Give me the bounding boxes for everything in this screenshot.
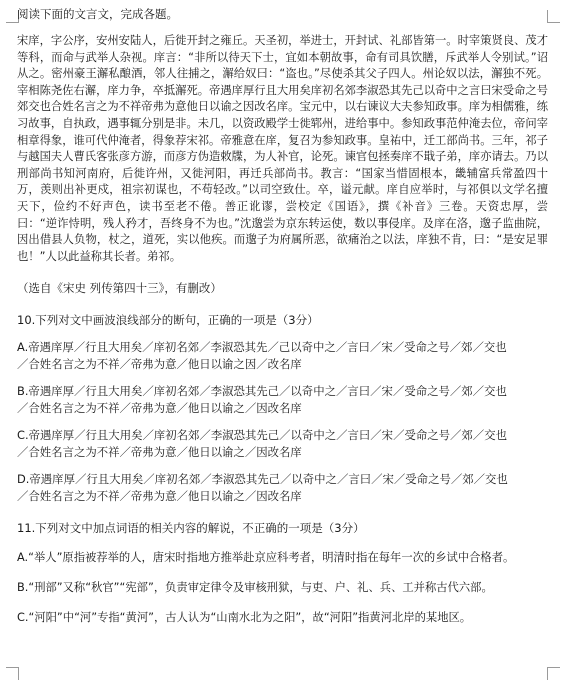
option-d-line-1: D.帝遇庠厚／行且大用矣／庠初名郊／李淑恐其先己／以奇中之／言曰／宋／受命之号／郊／交也	[17, 472, 508, 487]
question-11-option-b[interactable]: B.“刑部”又称“秋官”“宪部”，负责审定律令及审核刑狱，与吏、户、礼、兵、工并称古代六部。	[17, 581, 493, 595]
reading-instruction: 阅读下面的文言文，完成各题。	[17, 7, 178, 21]
option-d-line-2: ／合姓名言之为不祥／帝弗为意／他日以谕之／因改名庠	[17, 489, 302, 504]
option-a-line-2: ／合姓名言之为不祥／帝弗为意／他日以谕之因／改名庠	[17, 357, 302, 372]
option-a-line-1: A.帝遇庠厚／行且大用矣／庠初名郊／李淑恐其先／己以奇中之／言曰／宋／受命之号／郊／交也	[17, 340, 507, 355]
question-10-option-d[interactable]	[17, 471, 548, 505]
question-11-option-c[interactable]: C.“河阳”中“河”专指“黄河”，古人认为“山南水北为之阳”，故“河阳”指黄河北岸的某地区。	[17, 611, 472, 625]
question-10-option-c[interactable]	[17, 427, 548, 461]
question-10-stem: 10.下列对文中画波浪线部分的断句，正确的一项是（3分）	[17, 313, 319, 328]
option-c-line-2: ／合姓名言之为不祥／帝弗为意／他日以谕之／因改名庠	[17, 445, 302, 460]
option-b-line-1: B.帝遇庠厚／行且大用矣／庠初名郊／李淑恐其先己／以奇中之／言曰／宋／受命之号／郊／交也	[17, 384, 507, 399]
crop-mark-top-right	[547, 10, 560, 23]
question-10-option-a[interactable]	[17, 339, 548, 373]
question-11-option-a[interactable]: A.“举人”原指被荐举的人，唐宋时指地方推举赴京应科考者，明清时指在每年一次的乡试中合格者。	[17, 551, 515, 565]
option-b-line-2: ／合姓名言之为不祥／帝弗为意／他日以谕之／因改名庠	[17, 401, 302, 416]
question-11-stem: 11.下列对文中加点词语的相关内容的解说，不正确的一项是（3分）	[17, 521, 365, 536]
crop-mark-bottom-right	[547, 667, 560, 680]
option-c-line-1: C.帝遇庠厚／行且大用矣／庠初名郊／李淑恐其先己／以奇中之／言曰／宋／受命之号／郊／交也	[17, 428, 507, 443]
passage-source: （选自《宋史 列传第四十三》，有删改）	[17, 281, 222, 296]
document-page	[17, 5, 548, 627]
classical-passage: 宋庠，字公序，安州安陆人，后徙开封之雍丘。天圣初，举进士，开封试、礼部皆第一。时宰策贤良、茂才等科，而命与武举人杂视。庠言：“非所以待天下士，宜如本朝故事，命有司具饮膳，斥武举人令别试。”诏从之。密州豪王澥私酿酒，邻人往捕之，澥给奴曰：“盗也。”尽使杀其父子四人。州论奴以法，澥独不死。宰相陈尧佐右澥，庠力争，卒抵澥死。帝遇庠厚行且大用矣庠初名郊李淑恐其先己以奇中之言曰宋受命之号郊交也合姓名言之为不祥帝弗为意他日以谕之因改名庠。宝元中，以右谏议大夫参知政事。庠为相儒雅，练习故事，自执政，遇事辄分别是非。未几，以资政殿学士徙郓州，进给事中。参知政事范仲淹去位，帝问宰相章得象，谁可代仲淹者，得象荐宋祁。帝雅意在庠，复召为参知政事。皇祐中，迁工部尚书。三年，祁子与越国夫人曹氏客张彦方游，而彦方伪造敕牒，为人补官，论死。谏官包拯奏庠不戢子弟，庠亦请去。乃以刑部尚书知河南府，后徙许州，又徙河阳，再迁兵部尚书。教言：“国家当惜固根本，畿辅富兵常盈四十万，羡则出补更戍，祖宗初谋也，不苟轻改。”以司空致仕。卒，谥元献。庠自应举时，与祁俱以文学名擅天下，俭约不好声色，读书至老不倦。善正讹谬，尝校定《国语》，撰《补音》三卷。天资忠厚，尝曰：“逆诈恃明，残人矜才，吾终身不为也。”沈邈尝为京东转运使，数以事侵庠。及庠在洛，邈子监曲院，因出借县人负物，杖之，道死，实以他疾。而邈子为府属所恶，欲痛治之以法，庠独不肯，曰：“是安足罪也！”人以此益称其长者。弟祁。	[17, 34, 548, 263]
question-10-option-b[interactable]	[17, 383, 548, 417]
crop-mark-bottom-left	[6, 667, 19, 680]
